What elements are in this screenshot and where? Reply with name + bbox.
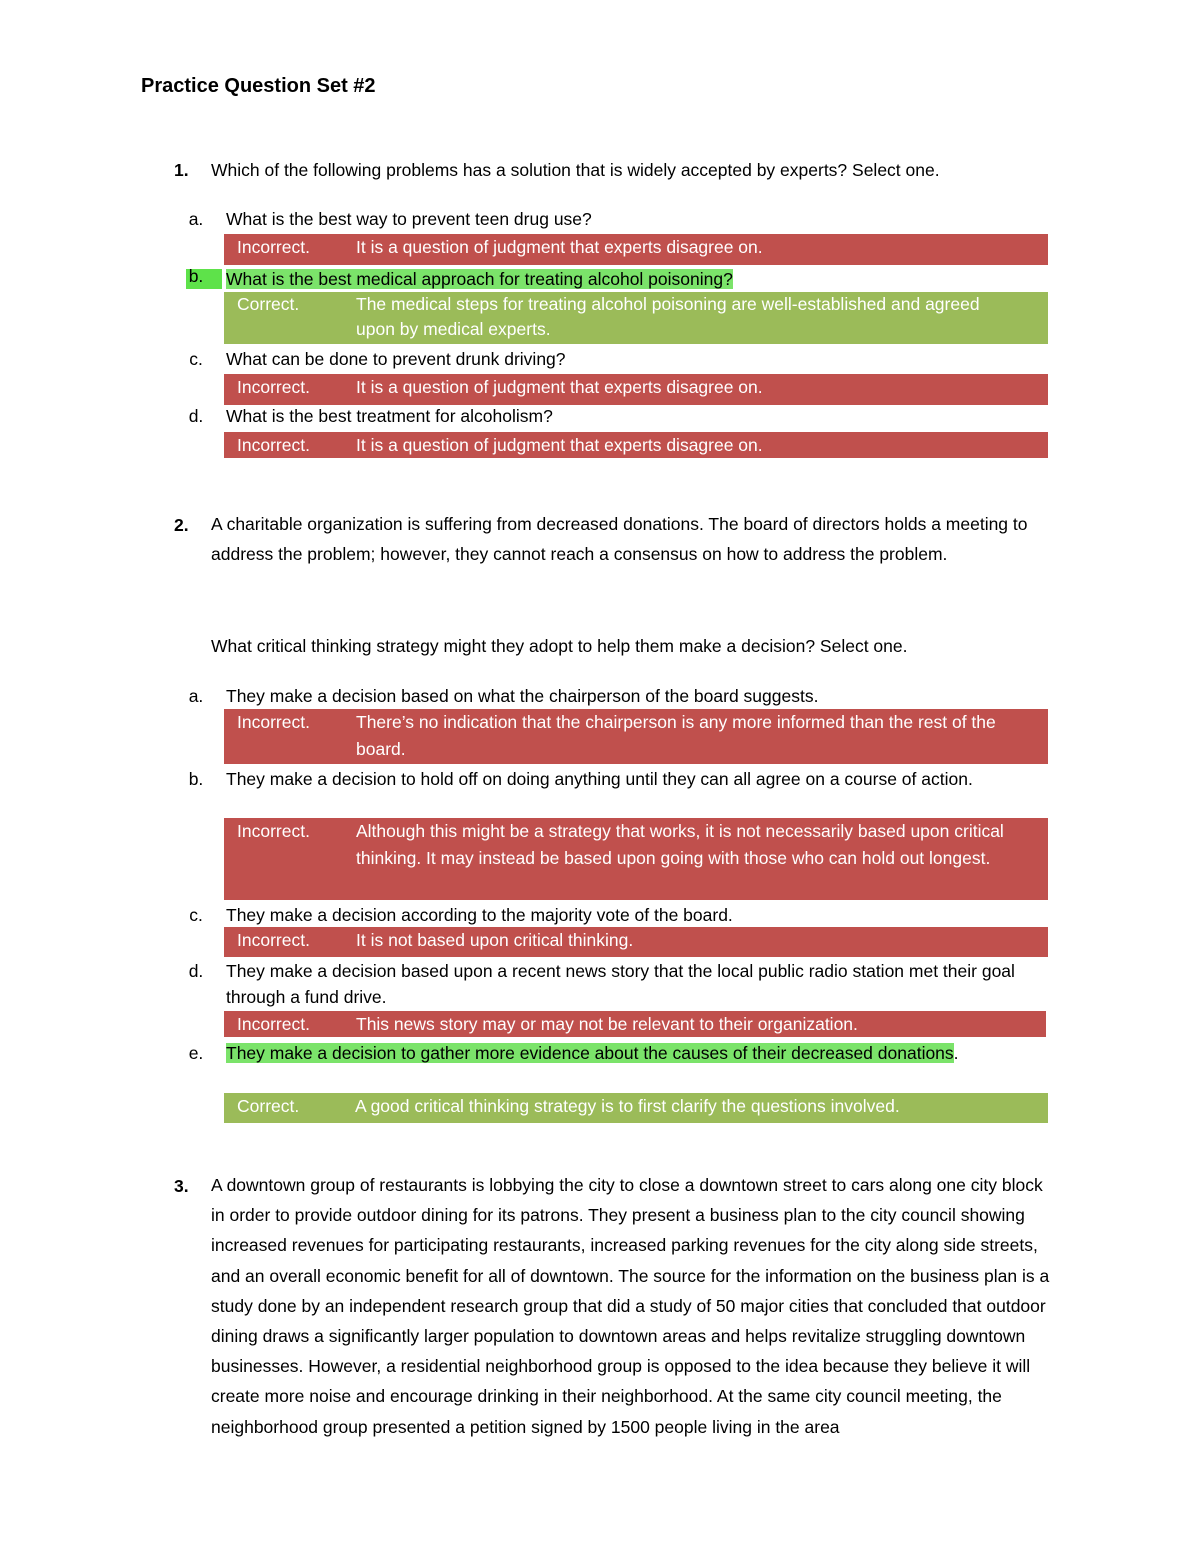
q2-option-d-letter: d. [188, 961, 204, 981]
q1-option-a-letter: a. [188, 209, 204, 229]
q2-option-a-text: They make a decision based on what the chairperson of the board suggests. [226, 686, 819, 706]
feedback-text: It is a question of judgment that experts disagree on. [356, 435, 763, 455]
feedback-label: Incorrect. [237, 435, 310, 455]
feedback-text: It is a question of judgment that experts disagree on. [356, 377, 763, 397]
feedback-label: Incorrect. [237, 821, 310, 841]
q1-option-b-highlighted-text: What is the best medical approach for treating alcohol poisoning? [226, 269, 733, 289]
page-title: Practice Question Set #2 [141, 75, 376, 97]
feedback-label: Incorrect. [237, 712, 310, 732]
q2-option-e-letter: e. [188, 1043, 204, 1063]
q1-option-b-letter: b. [188, 266, 204, 286]
q2-option-b-letter: b. [188, 769, 204, 789]
question-3-text: A downtown group of restaurants is lobbying the city to close a downtown street to cars along one city block in order to provide outdoor dining for its patrons. They present a business plan to the city council showing increased revenues for participating restaurants, increased parking revenues for the city along side streets, and an overall economic benefit for all of downtown. The source for the information on the business plan is a study done by an independent research group that did a study of 50 major cities that concluded that outdoor dining draws a significantly larger population to downtown areas and helps revitalize struggling downtown businesses. However, a residential neighborhood group is opposed to the idea because they believe it will create more noise and encourage drinking in their neighborhood. At the same city council meeting, the neighborhood group presented a petition signed by 1500 people living in the area [211, 1175, 1050, 1437]
feedback-label: Correct. [237, 1096, 300, 1116]
q2-option-c-text: They make a decision according to the majority vote of the board. [226, 905, 733, 925]
question-2-text: A charitable organization is suffering from decreased donations. The board of directors holds a meeting to address the problem; however, they cannot reach a consensus on how to address the problem. [211, 514, 1028, 565]
q1-option-c-text: What can be done to prevent drunk driving? [226, 349, 566, 369]
q1-option-a-text: What is the best way to prevent teen drug use? [226, 209, 592, 229]
question-3-number: 3. [174, 1176, 189, 1196]
q1-option-d-letter: d. [188, 406, 204, 426]
q1-option-b-feedback [224, 292, 1048, 344]
q1-option-d-feedback [224, 432, 1048, 458]
q2-option-b-feedback [224, 818, 1048, 900]
feedback-label: Incorrect. [237, 237, 310, 257]
q2-option-e-highlighted-text: They make a decision to gather more evidence about the causes of their decreased donations [226, 1043, 954, 1063]
feedback-label: Incorrect. [237, 377, 310, 397]
q2-option-d-feedback [224, 1011, 1046, 1037]
q2-option-e-text [226, 1040, 961, 1067]
q2-option-c-feedback [224, 927, 1048, 957]
feedback-text: A good critical thinking strategy is to first clarify the questions involved. [355, 1096, 900, 1116]
q1-option-d-text: What is the best treatment for alcoholism? [226, 406, 553, 426]
feedback-text: The medical steps for treating alcohol poisoning are well-established and agreed upon by medical experts. [356, 294, 980, 339]
question-1-text: Which of the following problems has a solution that is widely accepted by experts? Select one. [211, 160, 940, 180]
question-2-number: 2. [174, 515, 189, 535]
q2-option-e-feedback [224, 1093, 1048, 1123]
q2-option-b-text: They make a decision to hold off on doing anything until they can all agree on a course of action. [226, 769, 973, 789]
q1-option-c-letter: c. [189, 349, 203, 369]
q2-option-a-feedback [224, 709, 1048, 764]
q1-option-a-feedback [224, 234, 1048, 265]
q2-option-d-text: They make a decision based upon a recent news story that the local public radio station met their goal through a fund drive. [226, 961, 1015, 1007]
question-1-number: 1. [174, 160, 189, 180]
q2-option-c-letter: c. [189, 905, 203, 925]
q2-option-a-letter: a. [188, 686, 204, 706]
feedback-text: It is not based upon critical thinking. [356, 930, 634, 950]
q1-option-b-text [226, 266, 1056, 292]
feedback-label: Incorrect. [237, 1014, 310, 1034]
feedback-text: It is a question of judgment that experts disagree on. [356, 237, 763, 257]
feedback-text: Although this might be a strategy that works, it is not necessarily based upon critical thinking. It may instead be based upon going with those who can hold out longest. [356, 821, 1004, 868]
feedback-label: Correct. [237, 294, 300, 314]
feedback-text: This news story may or may not be relevant to their organization. [356, 1014, 858, 1034]
feedback-label: Incorrect. [237, 930, 310, 950]
q1-option-c-feedback [224, 374, 1048, 405]
q2-option-e-text-tail: . [953, 1043, 959, 1063]
question-2-prompt: What critical thinking strategy might they adopt to help them make a decision? Select one. [211, 636, 908, 656]
feedback-text: There’s no indication that the chairperson is any more informed than the rest of the board. [356, 712, 996, 759]
